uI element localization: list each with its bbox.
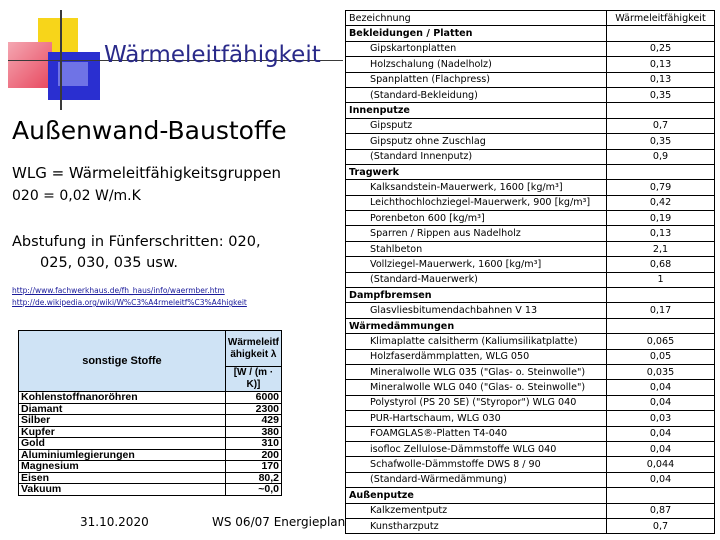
material-name: Diamant [19, 403, 226, 415]
section-row [346, 26, 715, 41]
material-name: Kohlenstoffnanoröhren [19, 392, 226, 404]
table-row [346, 180, 715, 195]
table-row [19, 449, 282, 461]
material-name: Kunstharzputz [346, 518, 607, 533]
material-name: Magnesium [19, 461, 226, 473]
header-value-line-1: Wärmeleitf [227, 336, 279, 348]
section-row [346, 318, 715, 333]
section-row [346, 164, 715, 179]
section-title: Innenputze [346, 103, 607, 118]
material-value [607, 288, 715, 303]
material-value [607, 103, 715, 118]
material-value [607, 164, 715, 179]
decor-pink-square [8, 42, 52, 88]
table-row [346, 257, 715, 272]
table-row [346, 195, 715, 210]
material-value: 0,35 [607, 87, 715, 102]
material-value: 0,87 [607, 503, 715, 518]
material-name: Klimaplatte calsitherm (Kaliumsilikatplatte) [346, 334, 607, 349]
header-unit: [W / (m · K)] [225, 367, 281, 392]
abstufung-line-1: Abstufung in Fünferschritten: 020, [12, 234, 261, 250]
material-value: 0,7 [607, 118, 715, 133]
material-value: 0,79 [607, 180, 715, 195]
table-row [19, 426, 282, 438]
abstufung-text [12, 232, 342, 274]
material-name: Gipskartonplatten [346, 41, 607, 56]
material-value: 0,68 [607, 257, 715, 272]
material-value: 0,044 [607, 457, 715, 472]
material-value: 0,13 [607, 226, 715, 241]
material-name: Schafwolle-Dämmstoffe DWS 8 / 90 [346, 457, 607, 472]
table-row [346, 241, 715, 256]
material-value [607, 26, 715, 41]
table-row [19, 472, 282, 484]
material-value: 1 [607, 272, 715, 287]
table-row [346, 411, 715, 426]
header-value-line-2: ähigkeit λ [230, 348, 277, 360]
table-row [346, 226, 715, 241]
footer-text: WS 06/07 Energieplan [212, 515, 346, 529]
material-name: Mineralwolle WLG 035 ("Glas- o. Steinwolle") [346, 364, 607, 379]
other-materials-table [18, 330, 282, 496]
wlg-definition: WLG = Wärmeleitfähigkeitsgruppen [12, 164, 282, 182]
material-value: 200 [225, 449, 281, 461]
material-name: isofloc Zellulose-Dämmstoffe WLG 040 [346, 441, 607, 456]
material-value: 429 [225, 415, 281, 427]
table-header-row [19, 331, 282, 367]
material-name: Mineralwolle WLG 040 ("Glas- o. Steinwolle") [346, 380, 607, 395]
material-value: 0,065 [607, 334, 715, 349]
material-name: Gipsputz ohne Zuschlag [346, 134, 607, 149]
material-value: 0,04 [607, 441, 715, 456]
material-value: 6000 [225, 392, 281, 404]
table-row [19, 438, 282, 450]
column-header-name: Bezeichnung [346, 11, 607, 26]
material-value: 2300 [225, 403, 281, 415]
table-row [346, 72, 715, 87]
table-row [346, 364, 715, 379]
material-value: 0,035 [607, 364, 715, 379]
material-name: (Standard-Mauerwerk) [346, 272, 607, 287]
section-title: Tragwerk [346, 164, 607, 179]
material-value: 380 [225, 426, 281, 438]
material-value: 0,03 [607, 411, 715, 426]
table-row [346, 272, 715, 287]
material-value: 0,35 [607, 134, 715, 149]
material-name: Silber [19, 415, 226, 427]
material-value: ~0,0 [225, 484, 281, 496]
material-name: Stahlbeton [346, 241, 607, 256]
table-row [346, 334, 715, 349]
material-name: Kalksandstein-Mauerwerk, 1600 [kg/m³] [346, 180, 607, 195]
table-row [346, 441, 715, 456]
material-name: Glasvliesbitumendachbahnen V 13 [346, 303, 607, 318]
material-value: 0,9 [607, 149, 715, 164]
section-title: Wärmedämmungen [346, 318, 607, 333]
material-value: 0,13 [607, 57, 715, 72]
material-name: (Standard Innenputz) [346, 149, 607, 164]
material-name: Gipsputz [346, 118, 607, 133]
decor-lightblue-square [58, 62, 88, 86]
table-row [346, 472, 715, 487]
table-row [19, 403, 282, 415]
material-name: Polystyrol (PS 20 SE) ("Styropor") WLG 040 [346, 395, 607, 410]
table-row [346, 149, 715, 164]
material-value: 0,7 [607, 518, 715, 533]
footer-date: 31.10.2020 [80, 515, 149, 529]
table-row [346, 211, 715, 226]
material-value: 0,04 [607, 380, 715, 395]
table-header-row [346, 11, 715, 26]
table-row [346, 457, 715, 472]
table-row [346, 41, 715, 56]
table-row [346, 518, 715, 533]
material-name: Sparren / Rippen aus Nadelholz [346, 226, 607, 241]
table-row [346, 380, 715, 395]
main-heading: Außenwand-Baustoffe [12, 116, 287, 145]
material-name: Eisen [19, 472, 226, 484]
material-name: Spanplatten (Flachpress) [346, 72, 607, 87]
material-value: 0,04 [607, 426, 715, 441]
link-fachwerkhaus[interactable]: http://www.fachwerkhaus.de/fh_haus/info/waermber.htm [12, 286, 225, 295]
abstufung-line-2: 025, 030, 035 usw. [40, 255, 178, 271]
header-value [225, 331, 281, 367]
table-row [346, 349, 715, 364]
section-row [346, 103, 715, 118]
section-row [346, 288, 715, 303]
section-title: Außenputze [346, 488, 607, 503]
material-value: 0,04 [607, 472, 715, 487]
building-materials-body [346, 11, 715, 534]
material-value [607, 488, 715, 503]
table-row [346, 87, 715, 102]
table-row [346, 134, 715, 149]
section-title: Bekleidungen / Platten [346, 26, 607, 41]
header-label: sonstige Stoffe [19, 331, 226, 392]
material-name: PUR-Hartschaum, WLG 030 [346, 411, 607, 426]
material-name: FOAMGLAS®-Platten T4-040 [346, 426, 607, 441]
section-row [346, 488, 715, 503]
material-name: (Standard-Bekleidung) [346, 87, 607, 102]
material-value [607, 318, 715, 333]
material-value: 0,25 [607, 41, 715, 56]
table-row [346, 395, 715, 410]
material-name: Aluminiumlegierungen [19, 449, 226, 461]
building-materials-table [345, 10, 715, 534]
material-value: 0,05 [607, 349, 715, 364]
material-name: Vakuum [19, 484, 226, 496]
table-row [346, 426, 715, 441]
material-name: Vollziegel-Mauerwerk, 1600 [kg/m³] [346, 257, 607, 272]
table-row [346, 118, 715, 133]
material-name: Kupfer [19, 426, 226, 438]
table-row [346, 303, 715, 318]
material-name: Holzschalung (Nadelholz) [346, 57, 607, 72]
wlg-example: 020 = 0,02 W/m.K [12, 188, 141, 204]
material-value: 310 [225, 438, 281, 450]
section-title: Dampfbremsen [346, 288, 607, 303]
table-row [19, 415, 282, 427]
material-name: Leichthochlochziegel-Mauerwerk, 900 [kg/m³] [346, 195, 607, 210]
table-row [346, 503, 715, 518]
material-value: 0,42 [607, 195, 715, 210]
material-name: Porenbeton 600 [kg/m³] [346, 211, 607, 226]
material-name: Kalkzementputz [346, 503, 607, 518]
column-header-value: Wärmeleitfähigkeit [607, 11, 715, 26]
table-row [19, 484, 282, 496]
material-value: 170 [225, 461, 281, 473]
material-name: (Standard-Wärmedämmung) [346, 472, 607, 487]
material-value: 0,17 [607, 303, 715, 318]
material-value: 0,04 [607, 395, 715, 410]
link-wikipedia[interactable]: http://de.wikipedia.org/wiki/W%C3%A4rmeleitf%C3%A4higkeit [12, 298, 247, 307]
table-row [19, 461, 282, 473]
material-value: 2,1 [607, 241, 715, 256]
material-value: 0,19 [607, 211, 715, 226]
material-name: Gold [19, 438, 226, 450]
table-row [346, 57, 715, 72]
table-row [19, 392, 282, 404]
material-name: Holzfaserdämmplatten, WLG 050 [346, 349, 607, 364]
slide-title: Wärmeleitfähigkeit [104, 42, 321, 68]
material-value: 0,13 [607, 72, 715, 87]
material-value: 80,2 [225, 472, 281, 484]
